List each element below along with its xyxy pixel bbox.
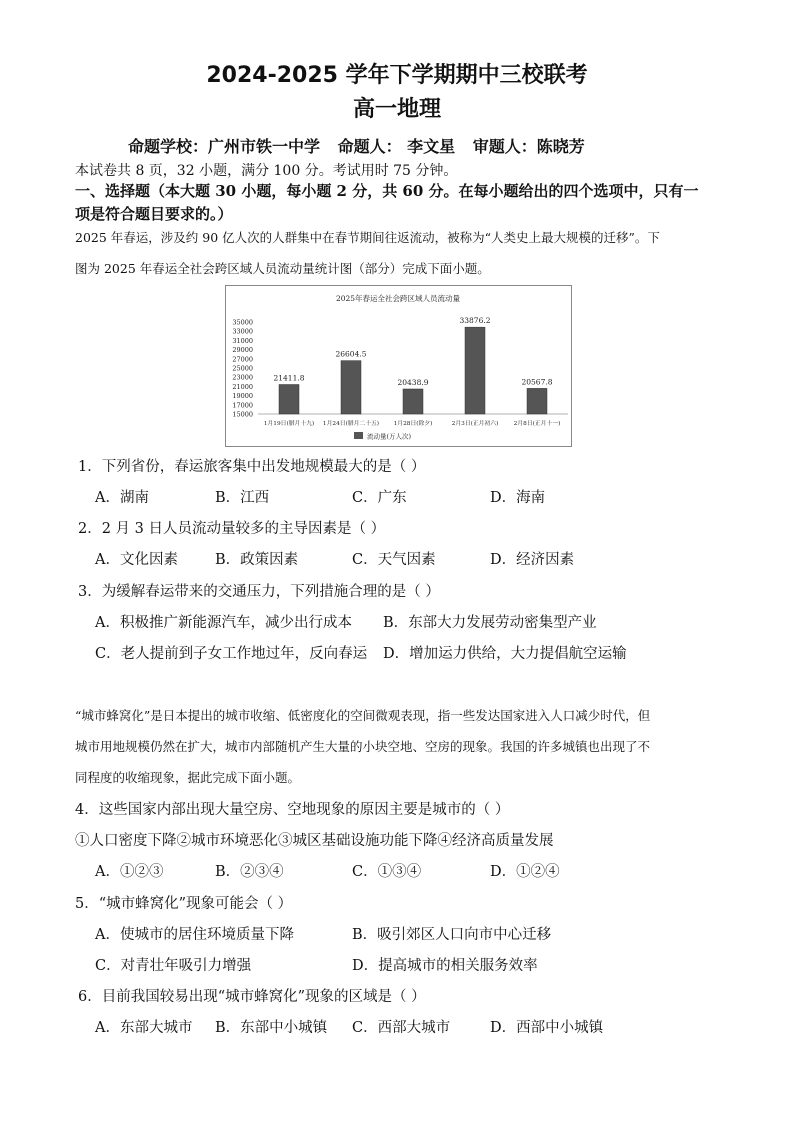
y-tick-label: 29000 bbox=[232, 346, 253, 355]
q5-option-d[interactable]: D．提高城市的相关服务效率 bbox=[352, 958, 538, 974]
q5-option-a[interactable]: A．使城市的居住环境质量下降 bbox=[95, 927, 294, 943]
q3-option-b[interactable]: B．东部大力发展劳动密集型产业 bbox=[383, 615, 597, 631]
q5-option-b[interactable]: B．吸引郊区人口向市中心迁移 bbox=[352, 927, 552, 943]
q3-option-a[interactable]: A．积极推广新能源汽车，减少出行成本 bbox=[95, 615, 352, 631]
q2-stem: 2．2 月 3 日人员流动量较多的主导因素是（ ） bbox=[78, 521, 386, 537]
q4-statements: ①人口密度下降②城市环境恶化③城区基础设施功能下降④经济高质量发展 bbox=[75, 833, 554, 849]
bar-value-label: 26604.5 bbox=[335, 349, 367, 359]
x-tick-label: 2月3日(正月初六) bbox=[451, 421, 499, 427]
x-tick-label: 1月24日(腊月二十五) bbox=[322, 421, 380, 427]
chart-svg bbox=[226, 286, 571, 446]
q5-stem: 5．“城市蜂窝化”现象可能会（ ） bbox=[75, 896, 293, 912]
q3-stem: 3．为缓解春运带来的交通压力，下列措施合理的是（ ） bbox=[78, 584, 440, 600]
chart-bar bbox=[527, 388, 547, 414]
q4-option-d[interactable]: D．①②④ bbox=[490, 864, 560, 880]
q6-option-d[interactable]: D．西部中小城镇 bbox=[490, 1020, 604, 1036]
q1-option-b[interactable]: B．江西 bbox=[215, 490, 270, 506]
q1-option-c[interactable]: C．广东 bbox=[352, 490, 407, 506]
material2-line2: 城市用地规模仍然在扩大，城市内部随机产生大量的小块空地、空房的现象。我国的许多城镇也出现了不 bbox=[75, 739, 651, 754]
q3-option-d[interactable]: D．增加运力供给，大力提倡航空运输 bbox=[383, 646, 627, 662]
q1-option-a[interactable]: A．湖南 bbox=[95, 490, 149, 506]
legend-label: 流动量(万人次) bbox=[367, 432, 412, 441]
section1-heading-cont: 项是符合题目要求的。） bbox=[75, 205, 233, 223]
q4-option-c[interactable]: C．①③④ bbox=[352, 864, 422, 880]
chart-bar bbox=[465, 327, 485, 414]
chart-bar bbox=[279, 385, 299, 414]
exam-title: 2024-2025 学年下学期期中三校联考 bbox=[206, 63, 588, 88]
q6-stem: 6．目前我国较易出现“城市蜂窝化”现象的区域是（ ） bbox=[78, 989, 426, 1005]
exam-subject: 高一地理 bbox=[352, 97, 441, 122]
q2-option-c[interactable]: C．天气因素 bbox=[352, 552, 436, 568]
y-tick-label: 35000 bbox=[232, 318, 253, 327]
material1-line1: 2025 年春运，涉及约 90 亿人次的人群集中在春节期间往返流动，被称为“人类史上最大规模的迁移”。下 bbox=[75, 230, 660, 245]
bar-value-label: 21411.8 bbox=[273, 373, 305, 383]
q5-option-c[interactable]: C．对青壮年吸引力增强 bbox=[95, 958, 252, 974]
y-tick-label: 25000 bbox=[232, 364, 253, 373]
y-tick-label: 27000 bbox=[232, 355, 253, 364]
material2-line1: “城市蜂窝化”是日本提出的城市收缩、低密度化的空间微观表现，指一些发达国家进入人口减少时代，但 bbox=[75, 708, 651, 723]
exam-instructions: 本试卷共 8 页，32 小题，满分 100 分。考试用时 75 分钟。 bbox=[75, 163, 458, 179]
q2-option-a[interactable]: A．文化因素 bbox=[95, 552, 178, 568]
section1-heading: 一、选择题（本大题 30 小题，每小题 2 分，共 60 分。在每小题给出的四个选项中，只有一 bbox=[75, 182, 699, 200]
y-tick-label: 19000 bbox=[232, 392, 253, 401]
material2-line3: 同程度的收缩现象，据此完成下面小题。 bbox=[75, 770, 301, 785]
chart-bar bbox=[341, 361, 361, 414]
bar-value-label: 33876.2 bbox=[459, 316, 491, 326]
exam-meta bbox=[128, 134, 597, 157]
reviewer: 审题人：陈晓芳 bbox=[472, 137, 585, 156]
q6-option-c[interactable]: C．西部大城市 bbox=[352, 1020, 451, 1036]
q1-option-d[interactable]: D．海南 bbox=[490, 490, 546, 506]
x-tick-label: 2月8日(正月十一) bbox=[513, 421, 561, 427]
x-tick-label: 1月19日(腊月十九) bbox=[263, 421, 315, 427]
q2-option-d[interactable]: D．经济因素 bbox=[490, 552, 575, 568]
q6-option-b[interactable]: B．东部中小城镇 bbox=[215, 1020, 328, 1036]
q4-option-b[interactable]: B．②③④ bbox=[215, 864, 284, 880]
chart-title: 2025年春运全社会跨区域人员流动量 bbox=[335, 294, 461, 303]
y-tick-label: 23000 bbox=[232, 373, 253, 382]
q4-option-a[interactable]: A．①②③ bbox=[95, 864, 164, 880]
bar-value-label: 20567.8 bbox=[521, 377, 553, 387]
q4-stem: 4．这些国家内部出现大量空房、空地现象的原因主要是城市的（ ） bbox=[75, 802, 510, 818]
y-tick-label: 21000 bbox=[232, 382, 253, 391]
chart-bar bbox=[403, 389, 423, 414]
y-tick-label: 31000 bbox=[232, 336, 253, 345]
q3-option-c[interactable]: C．老人提前到子女工作地过年，反向春运 bbox=[95, 646, 368, 662]
setter-author: 命题人： 李文星 bbox=[337, 137, 456, 156]
flow-chart bbox=[225, 285, 572, 447]
y-tick-label: 17000 bbox=[232, 401, 253, 410]
q2-option-b[interactable]: B．政策因素 bbox=[215, 552, 299, 568]
y-tick-label: 33000 bbox=[232, 327, 253, 336]
x-tick-label: 1月28日(除夕) bbox=[393, 421, 433, 427]
bar-value-label: 20438.9 bbox=[397, 377, 429, 387]
y-tick-label: 15000 bbox=[232, 410, 253, 419]
q6-option-a[interactable]: A．东部大城市 bbox=[95, 1020, 193, 1036]
material1-line2: 图为 2025 年春运全社会跨区域人员流动量统计图（部分）完成下面小题。 bbox=[75, 261, 490, 276]
setter-school: 命题学校：广州市铁一中学 bbox=[128, 137, 321, 156]
legend-swatch bbox=[354, 432, 363, 439]
q1-stem: 1．下列省份，春运旅客集中出发地规模最大的是（ ） bbox=[78, 459, 426, 475]
